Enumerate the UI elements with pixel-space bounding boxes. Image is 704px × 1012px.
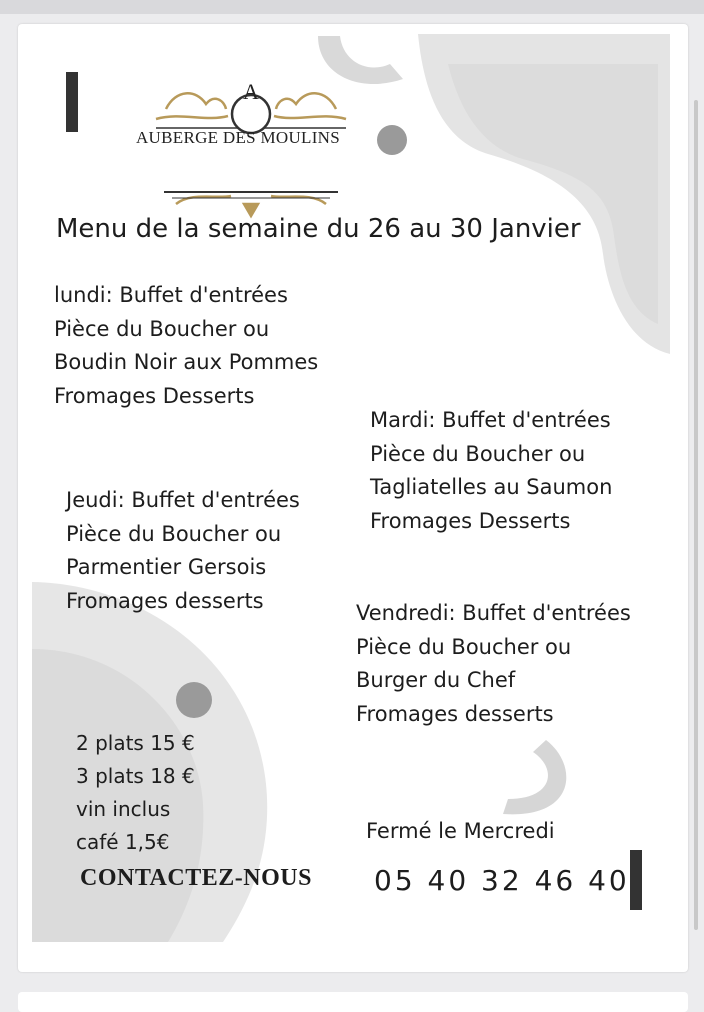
menu-line: Tagliatelles au Saumon (370, 475, 613, 499)
logo-letter: A (243, 79, 259, 104)
menu-day-jeudi (66, 484, 300, 618)
price-line: café 1,5€ (76, 830, 170, 854)
menu-line: Parmentier Gersois (66, 555, 267, 579)
menu-line: Boudin Noir aux Pommes (54, 350, 319, 374)
menu-line: Fromages Desserts (370, 508, 571, 533)
phone-number[interactable]: 05 40 32 46 40 (374, 864, 630, 897)
menu-day-vendredi (356, 597, 631, 731)
menu-line: Pièce du Boucher ou (66, 521, 282, 546)
menu-line: Vendredi: Buffet d'entrées (356, 601, 631, 625)
menu-line: Fromages desserts (66, 588, 264, 613)
price-line: 3 plats 18 € (76, 764, 195, 788)
menu-day-lundi (54, 279, 318, 413)
browser-top-bar (0, 0, 704, 14)
menu-day-mardi (370, 404, 612, 538)
decorative-bar-top (66, 72, 78, 132)
next-card (18, 992, 688, 1012)
menu-line: Pièce du Boucher ou (54, 316, 270, 341)
price-line: 2 plats 15 € (76, 731, 195, 755)
scrollbar[interactable] (694, 100, 698, 930)
menu-title: Menu de la semaine du 26 au 30 Janvier (56, 214, 581, 244)
menu-flyer (18, 24, 688, 972)
menu-line: Pièce du Boucher ou (370, 441, 586, 466)
restaurant-name: AUBERGE DES MOULINS (135, 128, 341, 147)
closed-notice: Fermé le Mercredi (366, 819, 555, 843)
menu-line: lundi: Buffet d'entrées (54, 283, 288, 307)
menu-line: Mardi: Buffet d'entrées (370, 408, 611, 432)
menu-line: Fromages desserts (356, 701, 554, 726)
price-list (76, 727, 195, 859)
decorative-bar-bottom (630, 850, 642, 910)
contact-label: CONTACTEZ-NOUS (80, 865, 312, 891)
menu-line: Pièce du Boucher ou (356, 634, 572, 659)
price-line: vin inclus (76, 797, 171, 821)
menu-line: Burger du Chef (356, 668, 516, 692)
menu-line: Jeudi: Buffet d'entrées (66, 488, 300, 512)
menu-line: Fromages Desserts (54, 383, 255, 408)
